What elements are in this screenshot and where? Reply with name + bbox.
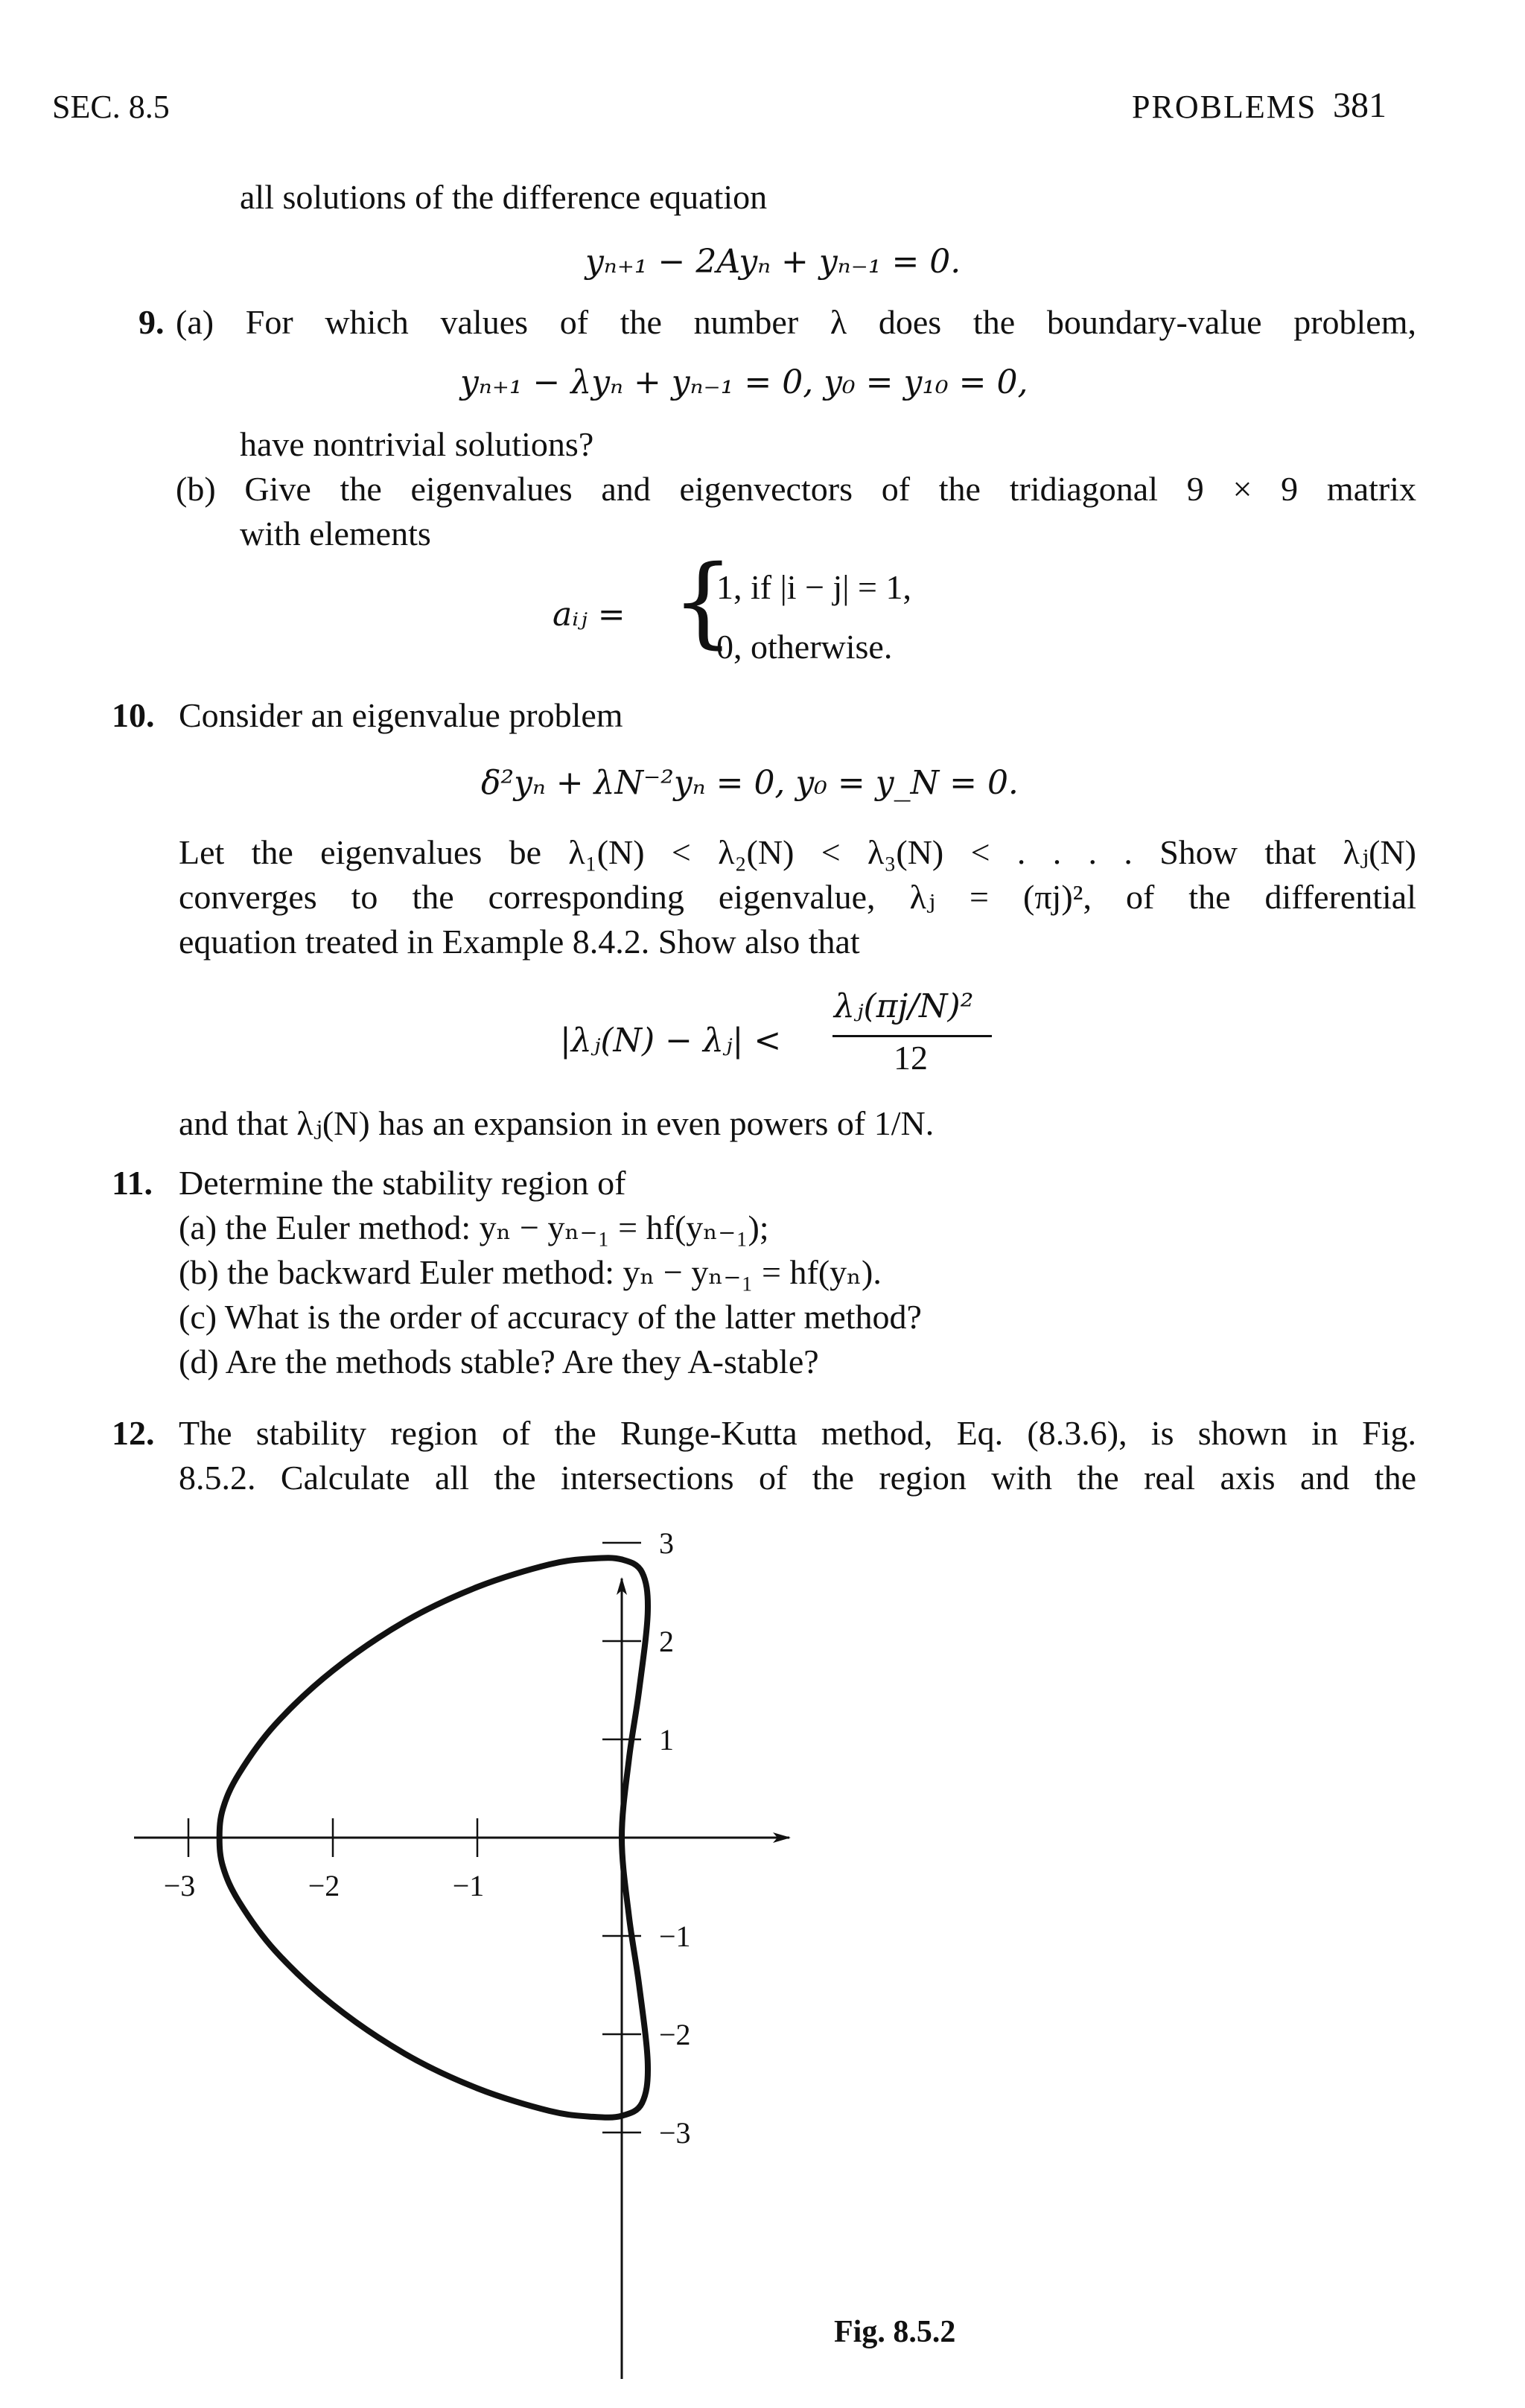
figure-caption: Fig. 8.5.2 [834, 2315, 956, 2349]
matrix-case-2: 0, otherwise. [716, 628, 893, 666]
problem-12-line1: The stability region of the Runge-Kutta method, Eq. (8.3.6), is shown in Fig. [179, 1414, 1416, 1452]
section-label: SEC. 8.5 [52, 89, 170, 125]
problem-9a-equation: yₙ₊₁ − λyₙ + yₙ₋₁ = 0, y₀ = y₁₀ = 0, [460, 363, 1028, 401]
problem-11a: (a) the Euler method: yₙ − yₙ₋₁ = hf(yₙ₋₁); [179, 1208, 769, 1246]
y-tick-label: 1 [659, 1723, 674, 1756]
problem-11b: (b) the backward Euler method: yₙ − yₙ₋₁ = hf(yₙ). [179, 1253, 882, 1291]
intro-equation: yₙ₊₁ − 2Ayₙ + yₙ₋₁ = 0. [585, 243, 961, 281]
problem-9-number: 9. [139, 303, 165, 341]
matrix-lhs: aᵢⱼ = [553, 596, 625, 634]
inequality-denominator: 12 [894, 1039, 928, 1077]
problem-10-line5: and that λⱼ(N) has an expansion in even powers of 1/N. [179, 1104, 935, 1142]
problem-11d: (d) Are the methods stable? Are they A-stable? [179, 1342, 819, 1380]
problem-12-line2: 8.5.2. Calculate all the intersections of the region with the real axis and the [179, 1459, 1416, 1497]
problem-10-line3: converges to the corresponding eigenvalue, λⱼ = (πj)², of the differential [179, 878, 1416, 916]
problem-11c: (c) What is the order of accuracy of the latter method? [179, 1298, 922, 1336]
problem-12-number: 12. [112, 1414, 155, 1452]
inequality-numerator: λⱼ(πj/N)² [834, 987, 974, 1025]
problem-9b-line1: (b) Give the eigenvalues and eigenvectors of the tridiagonal 9 × 9 matrix [176, 470, 1416, 508]
x-tick-label: −1 [452, 1869, 485, 1902]
problem-9a-tail: have nontrivial solutions? [240, 425, 594, 463]
problem-10-line1: Consider an eigenvalue problem [179, 696, 623, 734]
x-tick-label: −2 [308, 1869, 340, 1902]
page-number: 381 [1333, 86, 1386, 125]
intro-text: all solutions of the difference equation [240, 178, 768, 216]
problem-9b-line2: with elements [240, 515, 431, 552]
problem-11-line1: Determine the stability region of [179, 1164, 626, 1202]
left-brace: { [672, 544, 734, 659]
matrix-case-1: 1, if |i − j| = 1, [716, 568, 911, 606]
running-title: PROBLEMS [1132, 89, 1317, 125]
x-tick-label: −3 [163, 1869, 196, 1902]
problem-10-line2: Let the eigenvalues be λ₁(N) < λ₂(N) < λ₃(N) < . . . . Show that λⱼ(N) [179, 833, 1416, 871]
y-tick-label: −2 [659, 2018, 691, 2051]
problem-10-equation: δ²yₙ + λN⁻²yₙ = 0, y₀ = y_N = 0. [481, 764, 1019, 802]
problem-10-line4: equation treated in Example 8.4.2. Show also that [179, 923, 860, 961]
y-tick-label: −1 [659, 1920, 691, 1953]
y-tick-label: 3 [659, 1526, 674, 1560]
problem-11-number: 11. [112, 1164, 153, 1202]
problem-9a-text: (a) For which values of the number λ does the boundary-value problem, [176, 303, 1416, 341]
y-tick-label: −3 [659, 2116, 691, 2150]
inequality-lhs: |λⱼ(N) − λⱼ| < [560, 1022, 782, 1060]
y-tick-label: 2 [659, 1625, 674, 1658]
problem-10-number: 10. [112, 696, 155, 734]
